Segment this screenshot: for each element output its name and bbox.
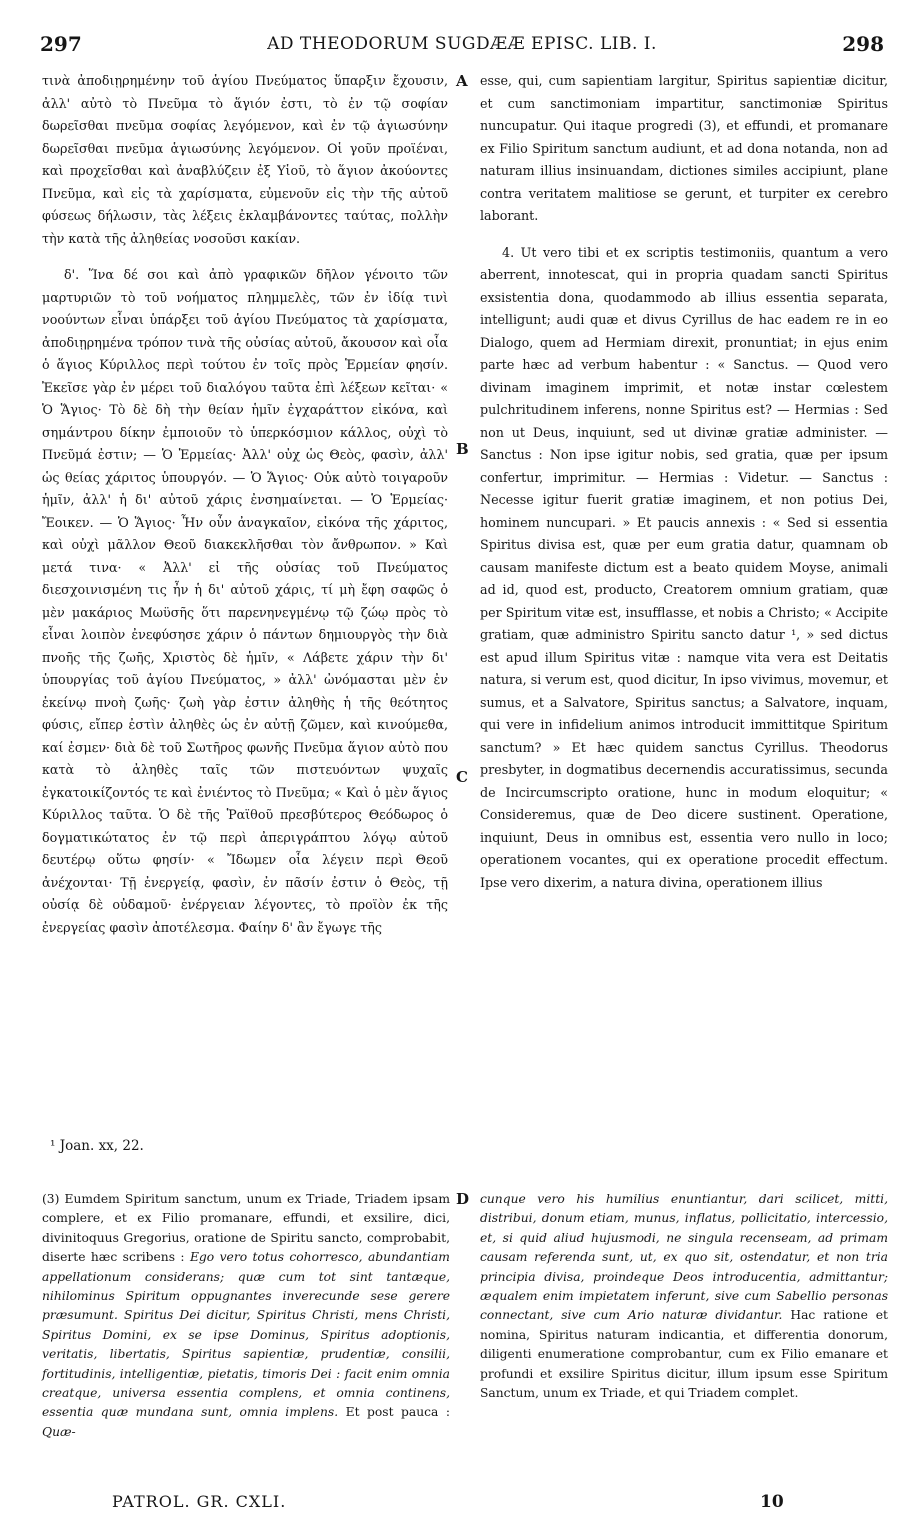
margin-letter: B [456, 440, 469, 458]
page-number-left: 297 [40, 32, 82, 56]
margin-letter: D [456, 1190, 470, 1208]
latin-column [480, 70, 888, 894]
greek-column [42, 70, 448, 939]
series-signature: PATROL. GR. CXLI. [112, 1492, 287, 1511]
running-header [40, 32, 884, 62]
note-text: Et post pauca : [345, 1405, 450, 1420]
margin-letter: A [456, 72, 468, 90]
latin-paragraph: esse, qui, cum sapientiam largitur, Spiritus sapientiæ dicitur, et cum sanctimoniam impartitur, sanctimoniæ Spiritus nuncupatur. Qui itaque progredi (3), et effundi, et promanare ex Filio Spiritum sanctum audiunt, et ad dona notanda, non ad naturam illius insinuandam, dictiones similes accipiunt, plane contra veritatem malitiose se gerunt, et turpiter ex cerebro laborant. [480, 73, 888, 223]
note-quote: Ego vero totus cohorresco, abundantiam appellationum considerans; quæ cum tot sint tantæque, nihilominus Spiritum oppugnantes inverecunde sese gerere præsumunt. Spiritus Dei dicitur, Spiritus Christi, mens Christi, Spiritus Domini, ex se ipse Dominus, Spiritus adoptionis, veritatis, libertatis, Spiritus sapientiæ, prudentiæ, consilii, fortitudinis, intelligentiæ, pietatis, timoris Dei : facit enim omnia creatque, universa essentia complens, et omnia continens, essentia quæ mundana sunt, omnia implens. [42, 1250, 450, 1420]
running-title: AD THEODORUM SUGDÆÆ EPISC. LIB. I. [267, 34, 657, 54]
footnote: ¹ Joan. xx, 22. [50, 1138, 144, 1154]
note-text: (3) Eumdem Spiritum sanctum, unum ex Triade, Triadem ipsam complere, et ex Filio promanare, effundi, et exsilire, dici, divinitoquus Gregorius, oratione de Spiritu sancto, comprobabit, diserte hæc scribens : [42, 1192, 450, 1265]
note-quote: cunque vero his humilius enuntiantur, dari scilicet, mitti, distribui, donum etiam, munus, inflatus, pollicitatio, intercessio, et, si quid aliud hujusmodi, ne singula recenseam, ad primam causam referenda sunt, ut, ex quo sit, ostendatur, et non tria principia divisa, proindeque Deos introducentia, admittantur; æqualem enim impietatem inferunt, sive cum Sabellio personas connectant, sive cum Ario naturæ dividantur. [480, 1192, 888, 1323]
notes-left [42, 1190, 450, 1442]
greek-paragraph: τινὰ ἀποδιῃρημένην τοῦ ἁγίου Πνεύματος ὕπαρξιν ἔχουσιν, ἀλλ' αὐτὸ τὸ Πνεῦμα τὸ ἅγιόν ἐστι, τὸ ἐν τῷ σοφίαν δωρεῖσθαι πνεῦμα σοφίας λεγόμενον, καὶ ἐν τῷ ἁγιωσύνην δωρεῖσθαι πνεῦμα ἁγιωσύνης λεγόμενον. Οἱ γοῦν προϊέναι, καὶ προχεῖσθαι καὶ ἀναβλύζειν ἐξ Υἱοῦ, τὸ ἅγιον ἀκούοντες Πνεῦμα, καὶ εἰς τὰ χαρίσματα, εὐμενοῦν εἰς τὴν τῆς αὐτοῦ φύσεως δήλωσιν, τὰς λέξεις ἐκλαμβάνοντες ταύτας, πολλὴν τὴν κατὰ τῆς ἀληθείας νοσοῦσι κακίαν. [42, 73, 448, 246]
note-quote: Quæ- [42, 1424, 76, 1439]
note-text: Hac ratione et nomina, Spiritus naturam indicantia, et differentia donorum, diligenti enumeratione comprobantur, cum ex Filio emanare et profundi et exsilire Spiritus dicitur, illum ipsum esse Spiritum Sanctum, unum ex Triade, et qui Triadem complet. [480, 1308, 888, 1401]
page-number-right: 298 [842, 32, 884, 56]
notes-right [480, 1190, 888, 1403]
greek-paragraph: δ'. Ἵνα δέ σοι καὶ ἀπὸ γραφικῶν δῆλον γένοιτο τῶν μαρτυριῶν τὸ τοῦ νοήματος πλημμελὲς, τῶν ἐν ἰδίᾳ τινὶ νοούντων εἶναι ὑπάρξει τοῦ ἁγίου Πνεύματος τὰ χαρίσματα, ἀποδιῃρημένα τρόπον τινὰ τῆς οὐσίας αὐτοῦ, ἄκουσον καὶ οἷα ὁ ἅγιος Κύριλλος περὶ τούτου ἐν τοῖς πρὸς Ἑρμείαν φησίν. Ἐκεῖσε γὰρ ἐν μέρει τοῦ διαλόγου ταῦτα ἐπὶ λέξεων κεῖται· « Ὁ Ἅγιος· Τὸ δὲ δὴ τὴν θείαν ἡμῖν ἐγχαράττον εἰκόνα, καὶ σημάντρου δίκην ἐμποιοῦν τὸ ὑπερκόσμιον κάλλος, οὐχὶ τὸ Πνεῦμά ἐστιν; — Ὁ Ἑρμείας· Ἀλλ' οὐχ ὡς Θεὸς, φασὶν, ἀλλ' ὡς θείας χάριτος ὑπουργόν. — Ὁ Ἅγιος· Οὐκ αὐτὸ τοιγαροῦν ἡμῖν, ἀλλ' ἡ δι' αὐτοῦ χάρις ἐνσημαίνεται. — Ὁ Ἑρμείας· Ἔοικεν. — Ὁ Ἅγιος· Ἦν οὖν ἀναγκαῖον, εἰκόνα τῆς χάριτος, καὶ οὐχὶ μᾶλλον Θεοῦ διακεκλῆσθαι τὸν ἄνθρωπον. » Καὶ μετά τινα· « Ἀλλ' εἰ τῆς οὐσίας τοῦ Πνεύματος διεσχοινισμένη τις ἦν ἡ δι' αὐτοῦ χάρις, τί μὴ ἔφη σαφῶς ὁ μὲν μακάριος Μωϋσῆς ὅτι παρενηνεγμένῳ τῷ ζώῳ πρὸς τὸ εἶναι λοιπὸν ἐνεφύσησε χάριν ὁ πάντων δημιουργὸς τὴν διὰ πνοῆς τῆς ζωῆς, Χριστὸς δὲ ἡμῖν, « Λάβετε χάριν τὴν δι' ὑπουργίας τοῦ ἁγίου Πνεύματος, » ἀλλ' ὠνόμασται μὲν ἐν ἐκείνῳ πνοὴ ζωῆς· ζωὴ γὰρ ἐστιν ἀληθὴς ἡ τῆς θεότητος φύσις, εἴπερ ἐστὶν ἀληθὲς ὡς ἐν αὐτῇ ζῶμεν, καὶ κινούμεθα, καί ἐσμεν· διὰ δὲ τοῦ Σωτῆρος φωνῆς Πνεῦμα ἅγιον αὐτὸ που κατὰ τὸ ἀληθὲς ταῖς τῶν πιστευόντων ψυχαῖς ἐγκατοικίζοντός τε καὶ ἐνιέντος τὸ Πνεῦμα; « Καὶ ὁ μὲν ἅγιος Κύριλλος ταῦτα. Ὁ δὲ τῆς Ῥαϊθοῦ πρεσβύτερος Θεόδωρος ὁ δογματικώτατος ἐν τῷ περὶ ἀπεριγράπτου λόγῳ αὐτοῦ δευτέρῳ οὕτω φησίν· « Ἴδωμεν οἷα λέγειν περὶ Θεοῦ ἀνέχονται· Τῇ ἐνεργείᾳ, φασὶν, ἐν πᾶσίν ἐστιν ὁ Θεὸς, τῇ οὐσίᾳ δὲ οὐδαμοῦ· ἐνέργειαν λέγοντες, τὸ προϊὸν ἐκ τῆς ἐνεργείας φασὶν ἀποτέλεσμα. Φαίην δ' ἂν ἔγωγε τῆς [42, 267, 448, 935]
latin-paragraph: 4. Ut vero tibi et ex scriptis testimoniis, quantum a vero aberrent, innotescat, qui in propria quadam sancti Spiritus exsistentia dona, quodammodo ab illius essentia separata, intelligunt; audi quæ et divus Cyrillus de hac eadem re in eo Dialogo, quem ad Hermiam direxit, pronuntiat; in ejus enim parte hæc ad verbum habentur : « Sanctus. — Quod vero divinam imaginem imprimit, et notæ instar cœlestem pulchritudinem inferens, nonne Spiritus est? — Hermias : Sed non ut Deus, inquiunt, sed ut divinæ gratiæ administer. — Sanctus : Non ipse igitur nobis, sed gratia, quæ per ipsum confertur, imprimitur. — Hermias : Videtur. — Sanctus : Necesse igitur fuerit gratiæ imaginem, et non potius Dei, hominem nuncupari. » Et paucis annexis : « Sed si essentia Spiritus divisa est, quæ per eum gratia datur, quamnam ob causam manifeste dictum est a beato quidem Moyse, animali ad id, quod est, producto, Creatorem omnium gratiam, quæ per Spiritum vitæ est, insufflasse, et nobis a Christo; « Accipite gratiam, quæ administro Spiritu sancto datur ¹, » sed dictus est apud illum Spiritus vitæ : namque vita vera est Deitatis natura, si verum est, quod dicitur, In ipso vivimus, movemur, et sumus, et a Salvatore, Spiritus sanctus; a Salvatore, inquam, qui vere in infidelium animos introducit immittitque Spiritum sanctum? » Et hæc quidem sanctus Cyrillus. Theodorus presbyter, in dogmatibus decernendis accuratissimus, secunda de Incircumscripto oratione, hunc in modum eloquitur; « Consideremus, quæ de Deo dicere sustinent. Operatione, inquiunt, Deus in omnibus est, essentia vero nullo in loco; operationem vocantes, qui ex operatione procedit effectum. Ipse vero dixerim, a natura divina, operationem illius [480, 244, 889, 890]
margin-letter: C [456, 768, 468, 786]
signature-number: 10 [760, 1492, 784, 1512]
